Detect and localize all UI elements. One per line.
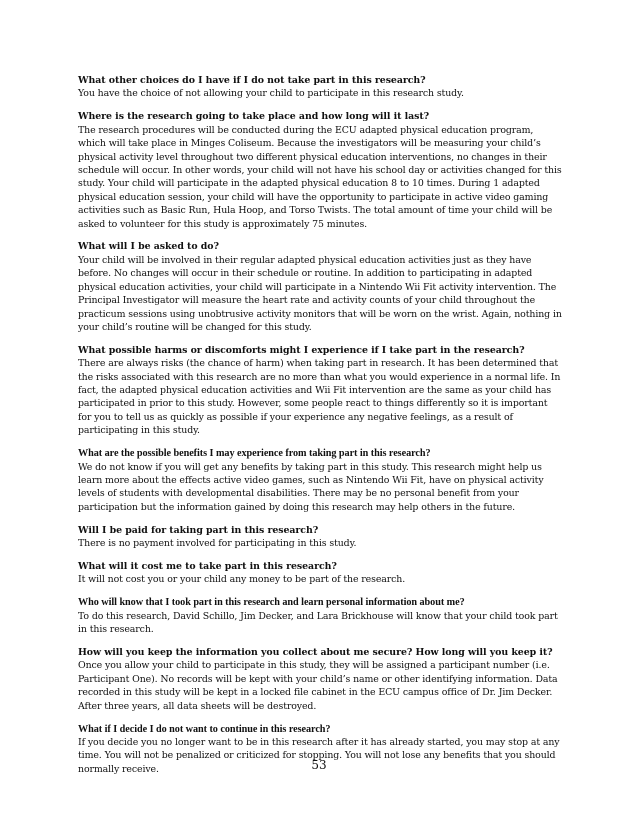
- answer-paragraph: Your child will be involved in their regular adapted physical education activities just as they have before. No changes will occur in their schedule or routine. In addition to participating in adapted physical education activities, your child will participate in a Nintendo Wii Fit activity intervention. The Principal Investigator will measure the heart rate and activity counts of your child throughout the practicum sessions using unobtrusive activity monitors that will be worn on the wrist. Again, nothing in your child’s routine will be changed for this study.: [78, 254, 562, 333]
- page-number: 53: [311, 758, 327, 772]
- answer-paragraph: There is no payment involved for participating in this study.: [78, 538, 357, 550]
- question-heading: How will you keep the information you collect about me secure? How long will you keep it?: [78, 647, 553, 659]
- question-heading: Where is the research going to take place and how long will it last?: [78, 111, 430, 123]
- question-heading: Who will know that I took part in this research and learn personal information about me?: [78, 597, 465, 609]
- answer-paragraph: If you decide you no longer want to be in this research after it has already started, you may stop at any time. You will not be penalized or criticized for stopping. You will not lose any benefits that you should normally receive.: [78, 736, 560, 775]
- answer-paragraph: We do not know if you will get any benefits by taking part in this study. This research might help us learn more about the effects active video games, such as Nintendo Wii Fit, have on physical activity levels of students with developmental disabilities. There may be no personal benefit from your participation but the information gained by doing this research may help others in the future.: [78, 461, 544, 513]
- section-benefits: [78, 447, 563, 514]
- section-security: [78, 646, 563, 713]
- question-heading: What will I be asked to do?: [78, 241, 219, 253]
- question-heading: Will I be paid for taking part in this research?: [78, 524, 319, 536]
- document-body: [78, 74, 563, 786]
- answer-paragraph: The research procedures will be conducted during the ECU adapted physical education program, which will take place in Minges Coliseum. Because the investigators will be measuring your child’s physical activity level throughout two different physical education interventions, no changes in their schedule will occur. In other words, your child will not have his school day or activities changed for this study. Your child will participate in the adapted physical education 8 to 10 times. During 1 adapted physical education session, your child will have the opportunity to participate in active video gaming activities such as Basic Run, Hula Hoop, and Torso Twists. The total amount of time your child will be asked to volunteer for this study is approximately 75 minutes.: [78, 124, 562, 230]
- section-location-duration: [78, 110, 563, 231]
- section-payment: [78, 524, 563, 551]
- question-heading: What if I decide I do not want to continue in this research?: [78, 723, 331, 735]
- answer-paragraph: Once you allow your child to participate in this study, they will be assigned a participant number (i.e. Participant One). No records will be kept with your child’s name or other identifying information. Data recorded in this study will be kept in a locked file cabinet in the ECU campus office of Dr. Jim Decker. After three years, all data sheets will be destroyed.: [78, 660, 558, 712]
- section-who-will-know: [78, 596, 563, 636]
- answer-paragraph: It will not cost you or your child any money to be part of the research.: [78, 574, 406, 586]
- section-other-choices: [78, 74, 563, 101]
- section-harms: [78, 344, 563, 438]
- answer-paragraph: There are always risks (the chance of harm) when taking part in research. It has been determined that the risks associated with this research are no more than what you would experience in a normal life. In fact, the adapted physical education activities and Wii Fit intervention are the same as your child has participated in prior to this study. However, some people react to things differently so it is important for you to tell us as quickly as possible if your experience any negative feelings, as a result of participating in this study.: [78, 358, 561, 437]
- answer-paragraph: To do this research, David Schillo, Jim Decker, and Lara Brickhouse will know that your child took part in this research.: [78, 610, 558, 636]
- section-cost: [78, 560, 563, 587]
- question-heading: What other choices do I have if I do not take part in this research?: [78, 75, 426, 86]
- question-heading: What will it cost me to take part in this research?: [78, 561, 337, 572]
- question-heading: What are the possible benefits I may experience from taking part in this research?: [78, 448, 431, 460]
- section-what-asked: [78, 240, 563, 334]
- answer-paragraph: You have the choice of not allowing your child to participate in this research study.: [78, 88, 464, 100]
- question-heading: What possible harms or discomforts might I experience if I take part in the research?: [78, 344, 525, 356]
